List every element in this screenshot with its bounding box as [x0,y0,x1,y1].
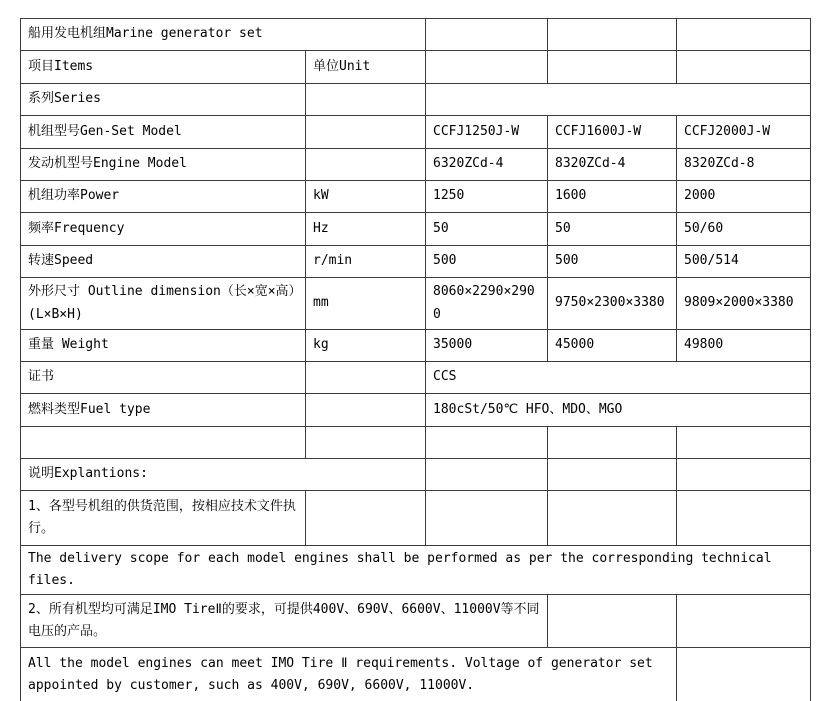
empty-cell [306,394,426,427]
empty-cell [677,427,811,459]
spec-value-cell: CCFJ2000J-W [677,116,811,149]
empty-cell [426,19,548,51]
certificate-label-cell: 证书 [21,362,306,394]
spec-label-cell: 重量 Weight [21,330,306,362]
spec-value-cell: 500 [426,246,548,278]
empty-cell [548,491,677,546]
note1-en-cell: The delivery scope for each model engines shall be performed as per the corresponding technical files. [21,546,811,595]
series-label-cell: 系列Series [21,84,306,116]
note2-en-cell: All the model engines can meet IMO Tire Ⅱ requirements. Voltage of generator set appointed by customer, such as 400V, 690V, 6600V, 11000V. [21,648,677,701]
row-fuel-type [21,394,811,427]
empty-cell [548,19,677,51]
spec-label-cell: 转速Speed [21,246,306,278]
row-note2-en [21,648,811,701]
row-title [21,19,811,51]
empty-cell [426,427,548,459]
empty-cell [548,427,677,459]
spec-value-cell: 8060×2290×2900 [426,278,548,330]
spec-label-cell: 发动机型号Engine Model [21,149,306,181]
empty-cell [426,459,548,491]
spec-value-cell: 49800 [677,330,811,362]
empty-cell [306,362,426,394]
empty-cell [306,491,426,546]
spec-value-cell: 500/514 [677,246,811,278]
empty-cell [677,51,811,84]
spec-value-cell: 9750×2300×3380 [548,278,677,330]
empty-cell [426,84,811,116]
row-series [21,84,811,116]
explanations-heading-cell: 说明Explantions: [21,459,426,491]
spec-unit-cell [306,149,426,181]
row-note1-en [21,546,811,595]
row-certificate [21,362,811,394]
row-genset-model [21,116,811,149]
row-engine-model [21,149,811,181]
spec-unit-cell: Hz [306,213,426,246]
spec-label-cell: 机组型号Gen-Set Model [21,116,306,149]
spec-unit-cell [306,116,426,149]
spec-value-cell: 1600 [548,181,677,213]
empty-cell [548,51,677,84]
spec-value-cell: 50 [548,213,677,246]
spec-unit-cell: kg [306,330,426,362]
spec-value-cell: 6320ZCd-4 [426,149,548,181]
fuel-type-label-cell: 燃料类型Fuel type [21,394,306,427]
empty-cell [426,491,548,546]
row-header [21,51,811,84]
empty-cell [306,427,426,459]
empty-cell [21,427,306,459]
spec-label-cell: 频率Frequency [21,213,306,246]
spec-value-cell: CCFJ1250J-W [426,116,548,149]
note2-zh-cell: 2、所有机型均可满足IMO TireⅡ的要求，可提供400V、690V、6600V、11000V等不同电压的产品。 [21,595,548,648]
empty-cell [306,84,426,116]
empty-cell [677,491,811,546]
row-note2-zh [21,595,811,648]
note1-zh-cell: 1、各型号机组的供货范围，按相应技术文件执行。 [21,491,306,546]
row-frequency [21,213,811,246]
spec-value-cell: 500 [548,246,677,278]
spec-value-cell: 45000 [548,330,677,362]
row-explanations-heading [21,459,811,491]
row-speed [21,246,811,278]
table-title-cell: 船用发电机组Marine generator set [21,19,426,51]
empty-cell [548,459,677,491]
empty-cell [677,19,811,51]
row-dimension [21,278,811,330]
row-power [21,181,811,213]
spec-value-cell: 1250 [426,181,548,213]
items-header-cell: 项目Items [21,51,306,84]
spec-value-cell: 50 [426,213,548,246]
empty-cell [677,459,811,491]
fuel-type-value-cell: 180cSt/50℃ HFO、MDO、MGO [426,394,811,427]
spec-value-cell: 50/60 [677,213,811,246]
spec-value-cell: CCFJ1600J-W [548,116,677,149]
row-weight [21,330,811,362]
row-note1-zh [21,491,811,546]
spec-value-cell: 8320ZCd-8 [677,149,811,181]
empty-cell [426,51,548,84]
row-empty [21,427,811,459]
spec-unit-cell: mm [306,278,426,330]
certificate-value-cell: CCS [426,362,811,394]
spec-value-cell: 35000 [426,330,548,362]
unit-header-cell: 单位Unit [306,51,426,84]
empty-cell [677,648,811,701]
spec-value-cell: 8320ZCd-4 [548,149,677,181]
empty-cell [677,595,811,648]
empty-cell [548,595,677,648]
marine-generator-spec-table [20,18,811,701]
spec-value-cell: 2000 [677,181,811,213]
spec-value-cell: 9809×2000×3380 [677,278,811,330]
spec-unit-cell: kW [306,181,426,213]
spec-label-cell: 外形尺寸 Outline dimension（长×宽×高）(L×B×H) [21,278,306,330]
spec-unit-cell: r/min [306,246,426,278]
spec-label-cell: 机组功率Power [21,181,306,213]
